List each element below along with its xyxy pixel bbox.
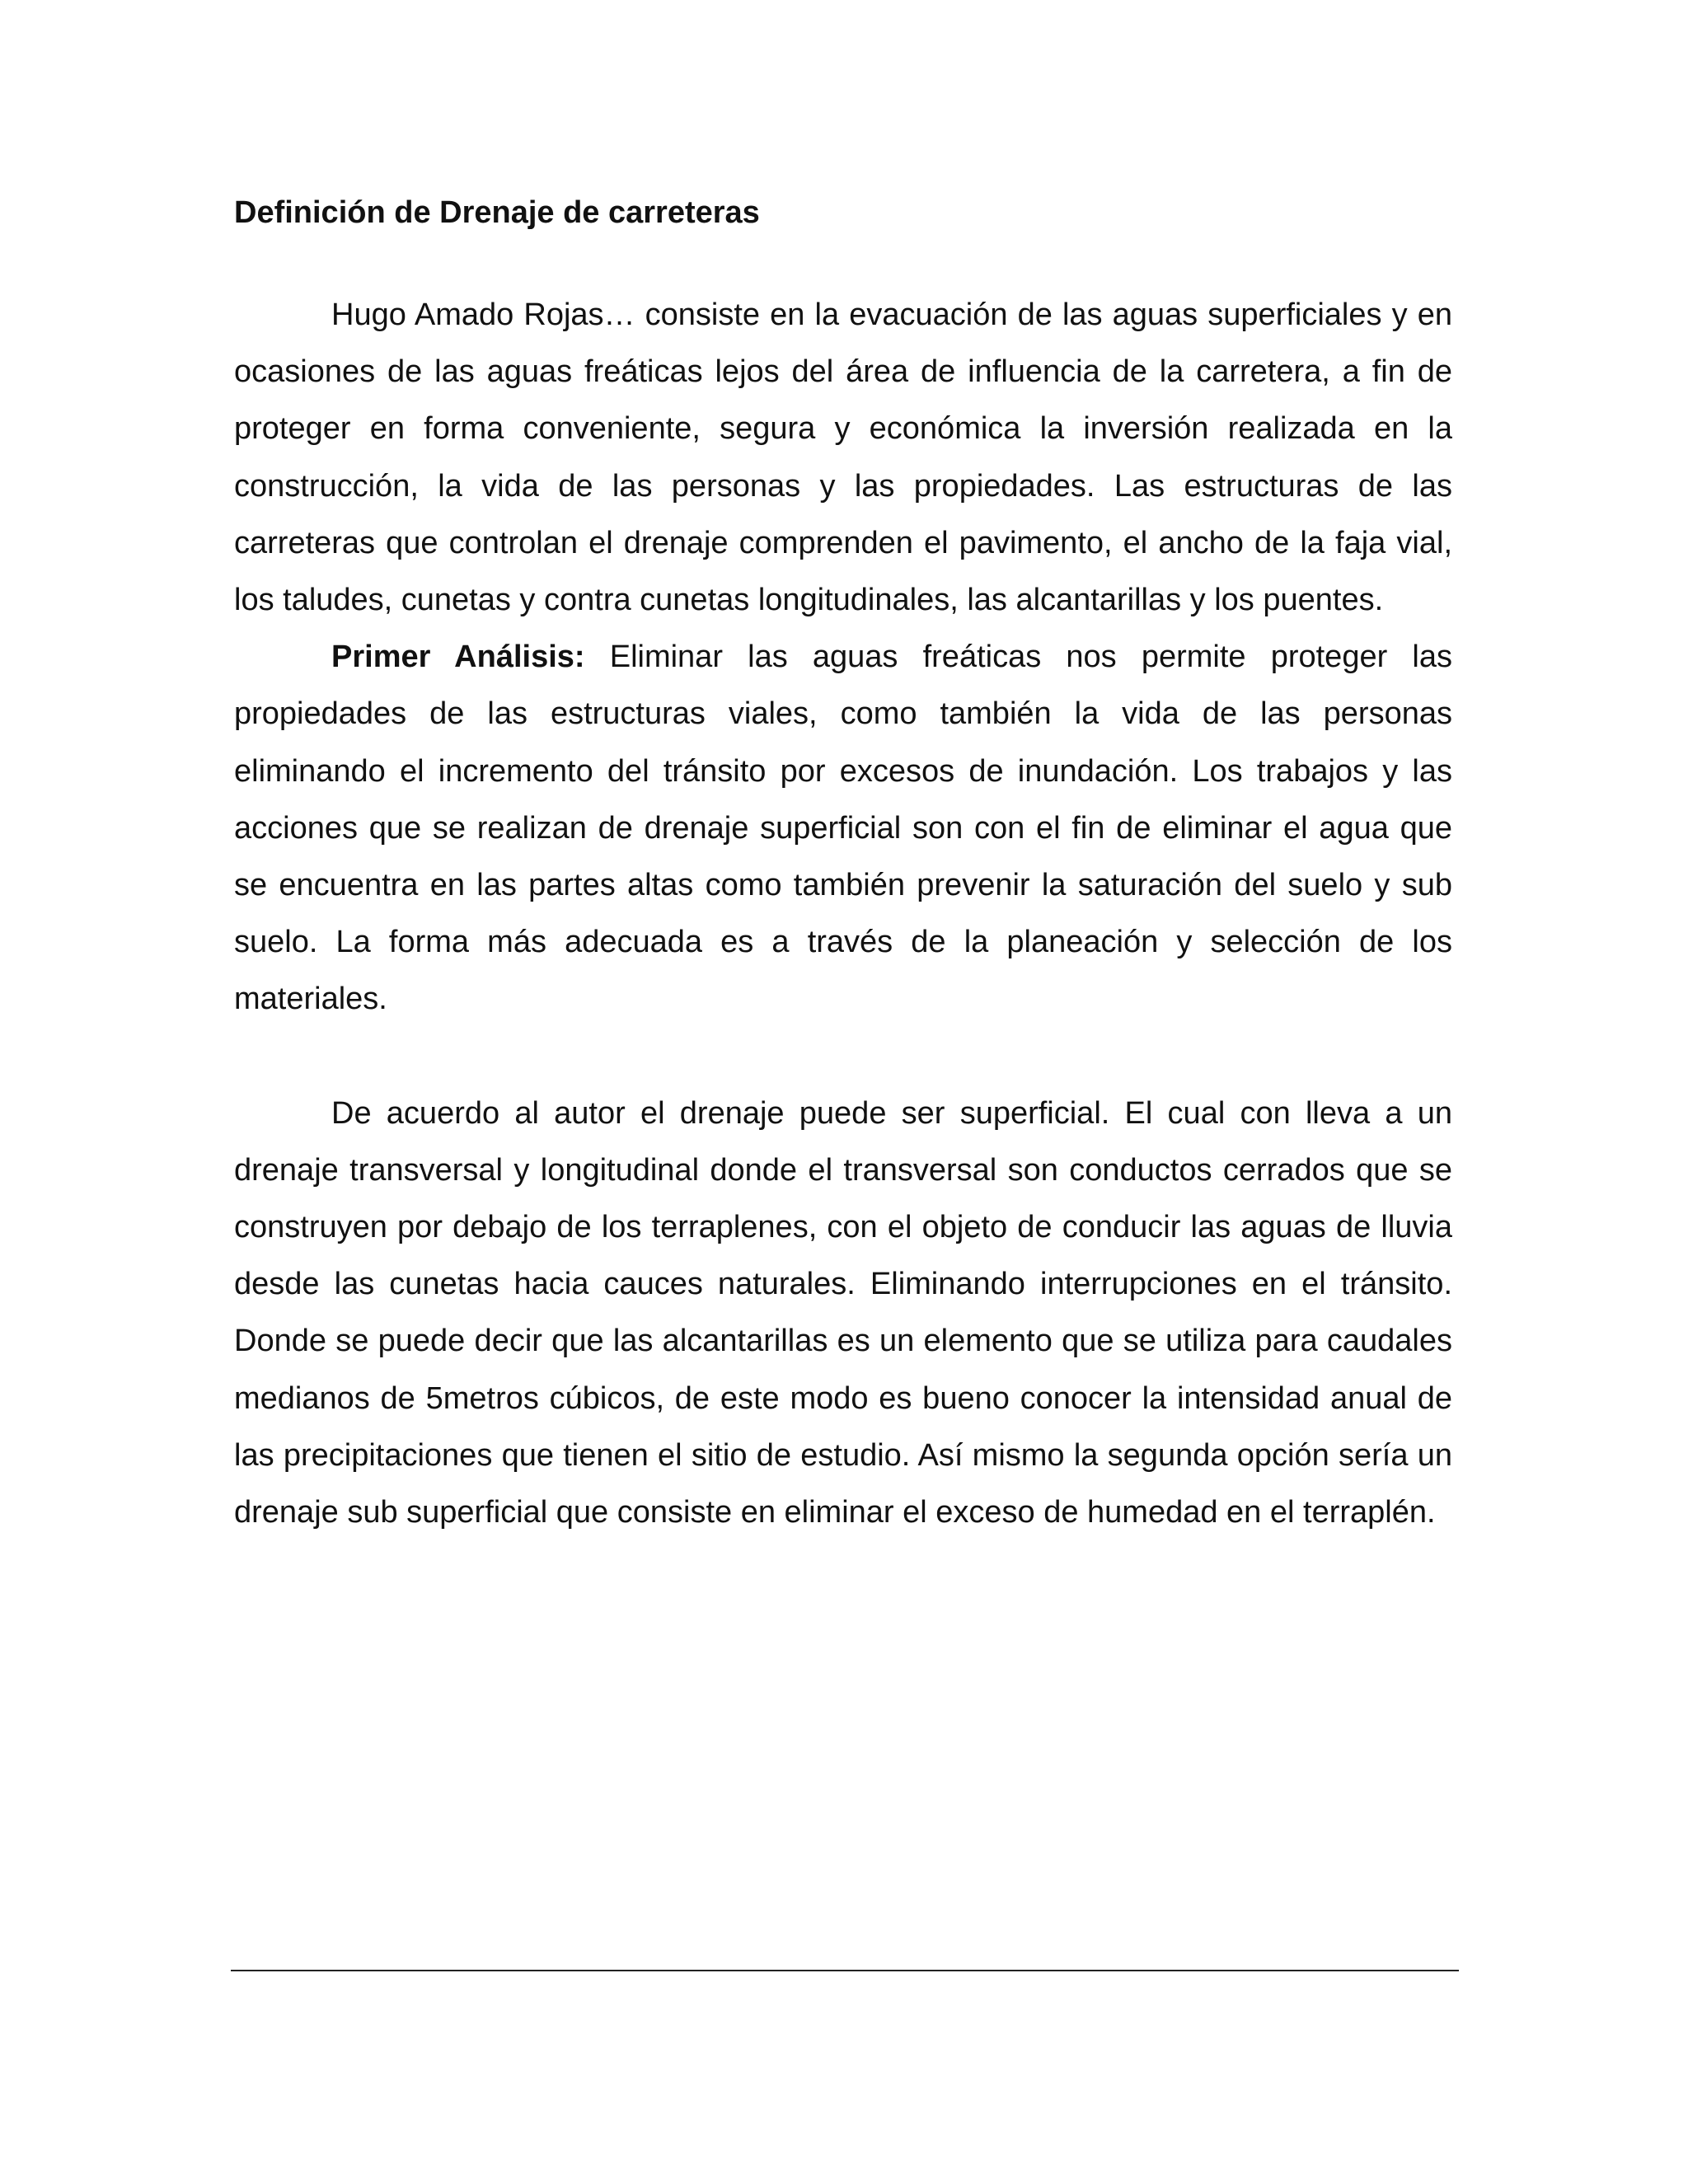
paragraph-definition bbox=[234, 287, 1452, 629]
footnote-separator-line bbox=[231, 1970, 1459, 1971]
section-heading: Definición de Drenaje de carreteras bbox=[234, 195, 760, 230]
paragraph-author-analysis bbox=[234, 1085, 1452, 1542]
paragraph-first-analysis-text: Eliminar las aguas freáticas nos permite proteger las propiedades de las estructuras viales, como también la vida de las personas eliminando el incremento del tránsito por excesos de inundación. Los trabajos y las acciones que se realizan de drenaje superficial son con el fin de eliminar el agua que se encuentra en las partes altas como también prevenir la saturación del suelo y sub suelo. La forma más adecuada es a través de la planeación y selección de los materiales. bbox=[234, 640, 1452, 1017]
paragraph-lead-label: Primer Análisis: bbox=[331, 640, 585, 675]
paragraph-first-analysis bbox=[234, 629, 1452, 1028]
paragraph-definition-text: Hugo Amado Rojas… consiste en la evacuación de las aguas superficiales y en ocasiones de las aguas freáticas lejos del área de influencia de la carretera, a fin de proteger en forma conveniente, segura y económica la inversión realizada en la construcción, la vida de las personas y las propiedades. Las estructuras de las carreteras que controlan el drenaje comprenden el pavimento, el ancho de la faja vial, los taludes, cunetas y contra cunetas longitudinales, las alcantarillas y los puentes. bbox=[234, 298, 1452, 618]
document-body bbox=[234, 188, 1452, 1541]
paragraph-author-analysis-text: De acuerdo al autor el drenaje puede ser superficial. El cual con lleva a un drenaje transversal y longitudinal donde el transversal son conductos cerrados que se construyen por debajo de los terraplenes, con el objeto de conducir las aguas de lluvia desde las cunetas hacia cauces naturales. Eliminando interrupciones en el tránsito. Donde se puede decir que las alcantarillas es un elemento que se utiliza para caudales medianos de 5metros cúbicos, de este modo es bueno conocer la intensidad anual de las precipitaciones que tienen el sitio de estudio. Así mismo la segunda opción sería un drenaje sub superficial que consiste en eliminar el exceso de humedad en el terraplén. bbox=[234, 1095, 1452, 1530]
